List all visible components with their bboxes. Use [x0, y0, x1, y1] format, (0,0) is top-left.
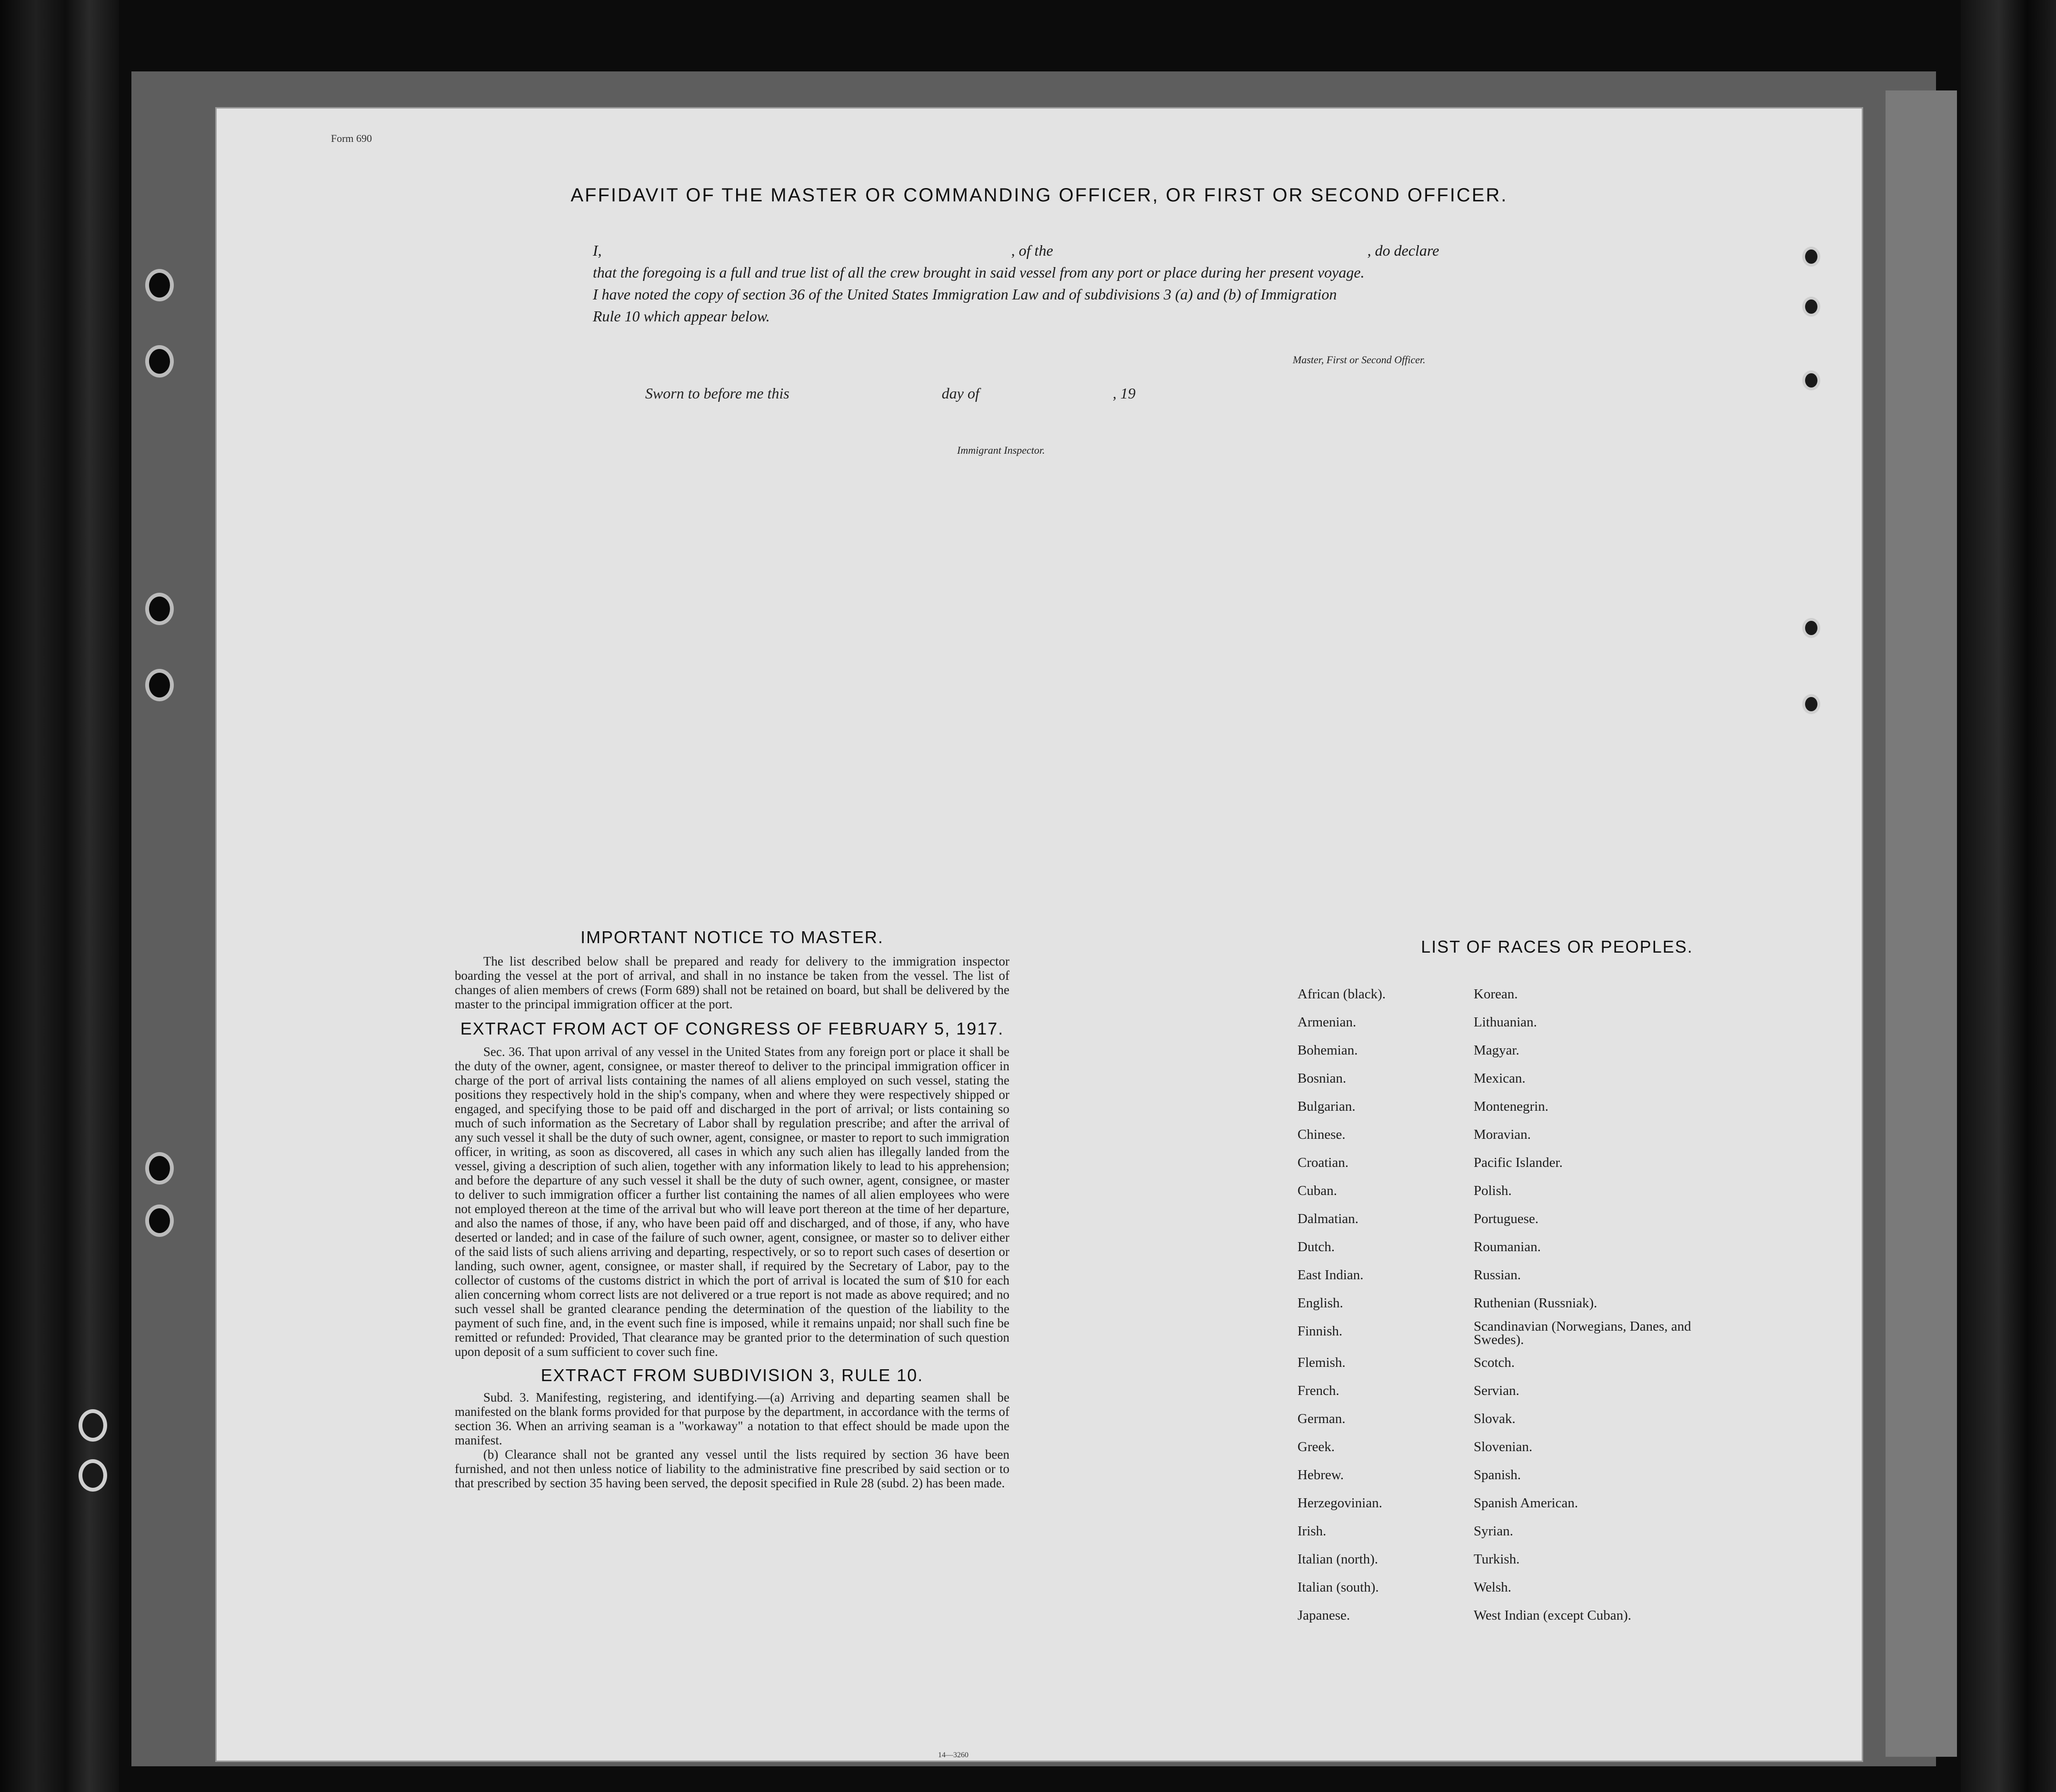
punch-hole	[145, 1152, 174, 1185]
race-item: Bohemian.	[1297, 1043, 1358, 1058]
race-item: Scotch.	[1474, 1355, 1515, 1370]
race-item: Finnish.	[1297, 1324, 1343, 1339]
race-item: Lithuanian.	[1474, 1015, 1537, 1030]
race-item: Irish.	[1297, 1523, 1327, 1539]
race-item: Flemish.	[1297, 1355, 1346, 1370]
race-item: Servian.	[1474, 1383, 1519, 1398]
sworn-day-of: day of	[941, 385, 979, 402]
race-item: Syrian.	[1474, 1523, 1513, 1539]
race-item: German.	[1297, 1411, 1346, 1426]
race-item: Dalmatian.	[1297, 1211, 1359, 1226]
race-item: Croatian.	[1297, 1155, 1349, 1170]
affidavit-of-the: , of the	[1011, 242, 1053, 259]
notice-text: The list described below shall be prepared and ready for delivery to the immigration inspector boarding the vessel at the port of arrival, and shall in no instance be taken from the vessel. The list of changes of alien members of crews (Form 689) shall not be retained on board, but shall be delivered by the master to the principal immigration officer at the port.	[455, 954, 1009, 1011]
binder-left-edge	[0, 0, 119, 1792]
race-item: Polish.	[1474, 1183, 1512, 1198]
punch-hole	[145, 1205, 174, 1237]
punch-hole	[79, 1409, 107, 1442]
race-item: Chinese.	[1297, 1127, 1346, 1142]
race-item: Dutch.	[1297, 1239, 1335, 1254]
race-item: Hebrew.	[1297, 1467, 1344, 1483]
affidavit-title: AFFIDAVIT OF THE MASTER OR COMMANDING OFFICER, OR FIRST OR SECOND OFFICER.	[570, 185, 1508, 206]
race-item: Bulgarian.	[1297, 1099, 1356, 1114]
race-item: West Indian (except Cuban).	[1474, 1608, 1632, 1623]
race-item: English.	[1297, 1295, 1343, 1311]
race-item: Cuban.	[1297, 1183, 1337, 1198]
inspector-signature-caption: Immigrant Inspector.	[957, 444, 1045, 456]
races-column	[1259, 937, 1855, 1630]
notice-heading: IMPORTANT NOTICE TO MASTER.	[580, 927, 884, 947]
punch-hole	[1802, 247, 1820, 267]
form-number: Form 690	[331, 132, 372, 144]
affidavit-line-3: I have noted the copy of section 36 of the United States Immigration Law and of subdivisions 3 (a) and (b) of Immigration	[593, 286, 1337, 303]
race-item: Italian (south).	[1297, 1580, 1379, 1595]
punch-hole	[145, 345, 174, 378]
race-item: Spanish American.	[1474, 1495, 1578, 1511]
race-item: Greek.	[1297, 1439, 1335, 1454]
affidavit-line-4: Rule 10 which appear below.	[593, 308, 770, 325]
punch-hole	[79, 1459, 107, 1492]
affidavit-statement	[593, 239, 1688, 327]
race-item: Spanish.	[1474, 1467, 1521, 1483]
punch-hole	[145, 669, 174, 701]
punch-hole	[145, 593, 174, 625]
races-heading: LIST OF RACES OR PEOPLES.	[1421, 937, 1693, 956]
punch-hole	[145, 269, 174, 301]
footer-code: 14—3260	[938, 1751, 968, 1759]
race-item: Mexican.	[1474, 1071, 1526, 1086]
rule-extract-text-b: (b) Clearance shall not be granted any vessel until the lists required by section 36 have been furnished, and not then unless notice of liability to the administrative fine prescribed by said section or to that prescribed by section 35 having been served, the deposit specified in Rule 28 (subd. 2) has been made.	[455, 1447, 1009, 1490]
race-item: Moravian.	[1474, 1127, 1531, 1142]
sworn-line	[645, 385, 1136, 402]
punch-hole	[1802, 618, 1820, 638]
act-extract-heading: EXTRACT FROM ACT OF CONGRESS OF FEBRUARY 5, 1917.	[460, 1019, 1004, 1038]
act-extract-text: Sec. 36. That upon arrival of any vessel in the United States from any foreign port or place it shall be the duty of the owner, agent, consignee, or master thereof to deliver to the principal immigration officer in charge of the port of arrival lists containing the names of all aliens employed on such vessel, stating the positions they respectively hold in the ship's company, when and where they were respectively shipped or engaged, and specifying those to be paid off and discharged in the port of arrival; or lists containing so much of such information as the Secretary of Labor shall by regulation prescribe; and after the arrival of any such vessel it shall be the duty of such owner, agent, consignee, or master to report to such immigration officer, in writing, as soon as discovered, all cases in which any such alien has illegally landed from the vessel, giving a description of such alien, together with any information likely to lead to his apprehension; and before the departure of any such vessel it shall be the duty of such owner, agent, consignee, or master to deliver to such immigration officer a further list containing the names of all alien employees who were not employed thereon at the time of the arrival but who will leave port thereon at the time of her departure, and also the names of those, if any, who have been paid off and discharged, and of those, if any, who have deserted or landed; and in case of the failure of such owner, agent, consignee, or master so to deliver either of the said lists of such aliens arriving and departing, respectively, or so to report such cases of desertion or landing, such owner, agent, consignee, or master shall, if required by the Secretary of Labor, pay to the collector of customs of the customs district in which the port of arrival is located the sum of $10 for each alien concerning whom correct lists are not delivered or a true report is not made as above required; and no such vessel shall be granted clearance pending the determination of the question of the liability to the payment of such fine, and, in the event such fine is imposed, while it remains unpaid; nor shall such fine be remitted or refunded: Provided, That clearance may be granted prior to the determination of such question upon deposit of a sum sufficient to cover such fine.	[455, 1045, 1009, 1359]
affidavit-declare: , do declare	[1367, 242, 1439, 259]
affidavit-line-2: that the foregoing is a full and true list of all the crew brought in said vessel from any port or place during her present voyage.	[593, 264, 1365, 281]
race-item: Armenian.	[1297, 1015, 1357, 1030]
race-item: African (black).	[1297, 986, 1386, 1002]
month-blank	[979, 385, 1113, 402]
race-item: Slovak.	[1474, 1411, 1516, 1426]
punch-hole	[1802, 370, 1820, 390]
rule-extract-text-a: Subd. 3. Manifesting, registering, and identifying.—(a) Arriving and departing seamen shall be manifested on the blank forms provided for that purpose by the department, in accordance with the terms of section 36. When an arriving seaman is a "workaway" a notation to that effect should be made upon the manifest.	[455, 1390, 1009, 1447]
backing-sheet-edge	[1886, 90, 1957, 1757]
punch-hole	[1802, 694, 1820, 714]
name-blank	[602, 239, 1011, 261]
vessel-blank	[1053, 239, 1367, 261]
race-item: Pacific Islander.	[1474, 1155, 1563, 1170]
affidavit-i: I,	[593, 242, 602, 259]
race-item: Portuguese.	[1474, 1211, 1539, 1226]
race-item: Bosnian.	[1297, 1071, 1347, 1086]
race-item: Turkish.	[1474, 1552, 1520, 1567]
race-item: Montenegrin.	[1474, 1099, 1549, 1114]
race-item: Magyar.	[1474, 1043, 1519, 1058]
races-list	[1259, 981, 1855, 1630]
race-item: Scandinavian (Norwegians, Danes, and Swedes).	[1474, 1319, 1691, 1347]
race-item: Slovenian.	[1474, 1439, 1533, 1454]
race-item: East Indian.	[1297, 1267, 1364, 1283]
race-item: Russian.	[1474, 1267, 1521, 1283]
race-item: Welsh.	[1474, 1580, 1512, 1595]
race-item: French.	[1297, 1383, 1339, 1398]
race-item: Japanese.	[1297, 1608, 1350, 1623]
notice-column	[455, 927, 1009, 1490]
sworn-year: , 19	[1112, 385, 1136, 402]
race-item: Ruthenian (Russniak).	[1474, 1295, 1597, 1311]
race-item: Roumanian.	[1474, 1239, 1541, 1254]
punch-hole	[1802, 297, 1820, 317]
binder-right-edge	[1961, 0, 2056, 1792]
race-item: Herzegovinian.	[1297, 1495, 1382, 1511]
affidavit-page	[217, 109, 1862, 1761]
affidavit-line-1	[593, 239, 1688, 261]
race-item: Italian (north).	[1297, 1552, 1378, 1567]
race-item: Korean.	[1474, 986, 1518, 1002]
rule-extract-heading: EXTRACT FROM SUBDIVISION 3, RULE 10.	[540, 1365, 924, 1385]
master-signature-caption: Master, First or Second Officer.	[1293, 354, 1426, 366]
sworn-prefix: Sworn to before me this	[645, 385, 789, 402]
day-blank	[789, 385, 942, 402]
